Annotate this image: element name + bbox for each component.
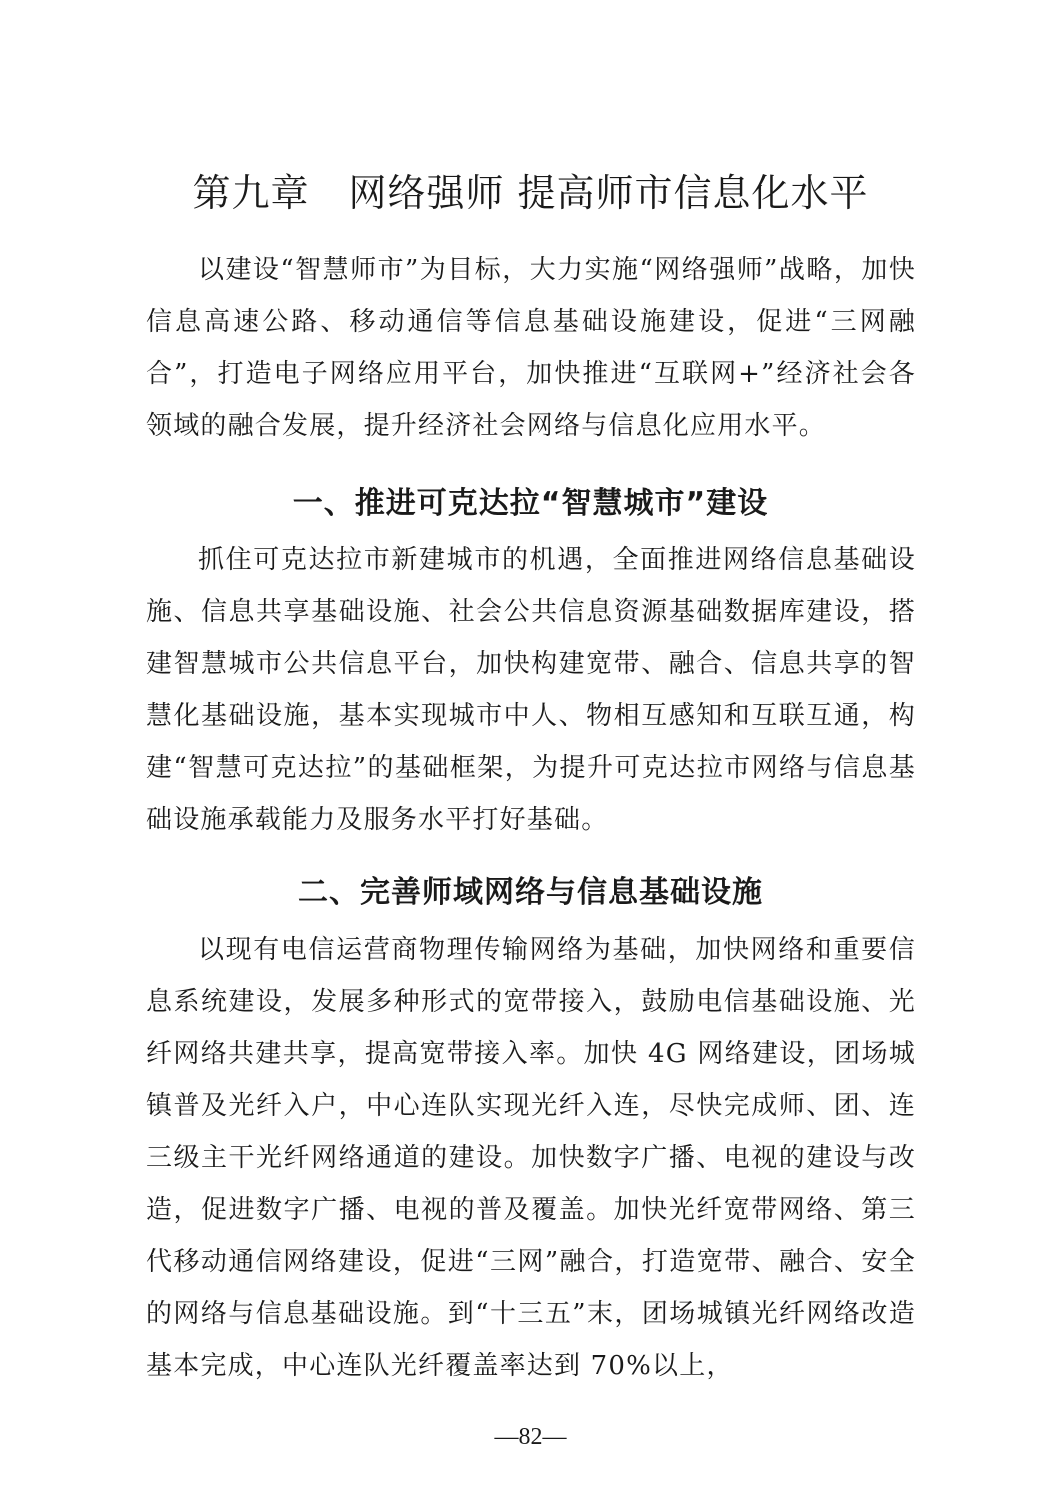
section-paragraph-2: 以现有电信运营商物理传输网络为基础，加快网络和重要信息系统建设，发展多种形式的宽带接入，鼓励电信基础设施、光纤网络共建共享，提高宽带接入率。加快 4G 网络建设，团场城镇普及光纤入户，中心连队实现光纤入连，尽快完成师、团、连三级主干光纤网络通道的建设。加快数字广播、电视的建设与改造，促进数字广播、电视的普及覆盖。加快光纤宽带网络、第三代移动通信网络建设，促进“三网”融合，打造宽带、融合、安全的网络与信息基础设施。到“十三五”末，团场城镇光纤网络改造基本完成，中心连队光纤覆盖率达到 70%以上， [146,935,916,1381]
chapter-title: 第九章 网络强师 提高师市信息化水平 [192,171,869,215]
section-heading-1: 一、推进可克达拉“智慧城市”建设 [292,486,769,521]
section-paragraph-1: 抓住可克达拉市新建城市的机遇，全面推进网络信息基础设施、信息共享基础设施、社会公共信息资源基础数据库建设，搭建智慧城市公共信息平台，加快构建宽带、融合、信息共享的智慧化基础设施，基本实现城市中人、物相互感知和互联互通，构建“智慧可克达拉”的基础框架，为提升可克达拉市网络与信息基础设施承载能力及服务水平打好基础。 [146,545,916,835]
section-heading-2: 二、完善师域网络与信息基础设施 [298,875,763,910]
intro-paragraph: 以建设“智慧师市”为目标，大力实施“网络强师”战略，加快信息高速公路、移动通信等信息基础设施建设，促进“三网融合”，打造电子网络应用平台，加快推进“互联网+”经济社会各领域的融合发展，提升经济社会网络与信息化应用水平。 [146,255,916,441]
page-number: —82— [494,1424,567,1450]
